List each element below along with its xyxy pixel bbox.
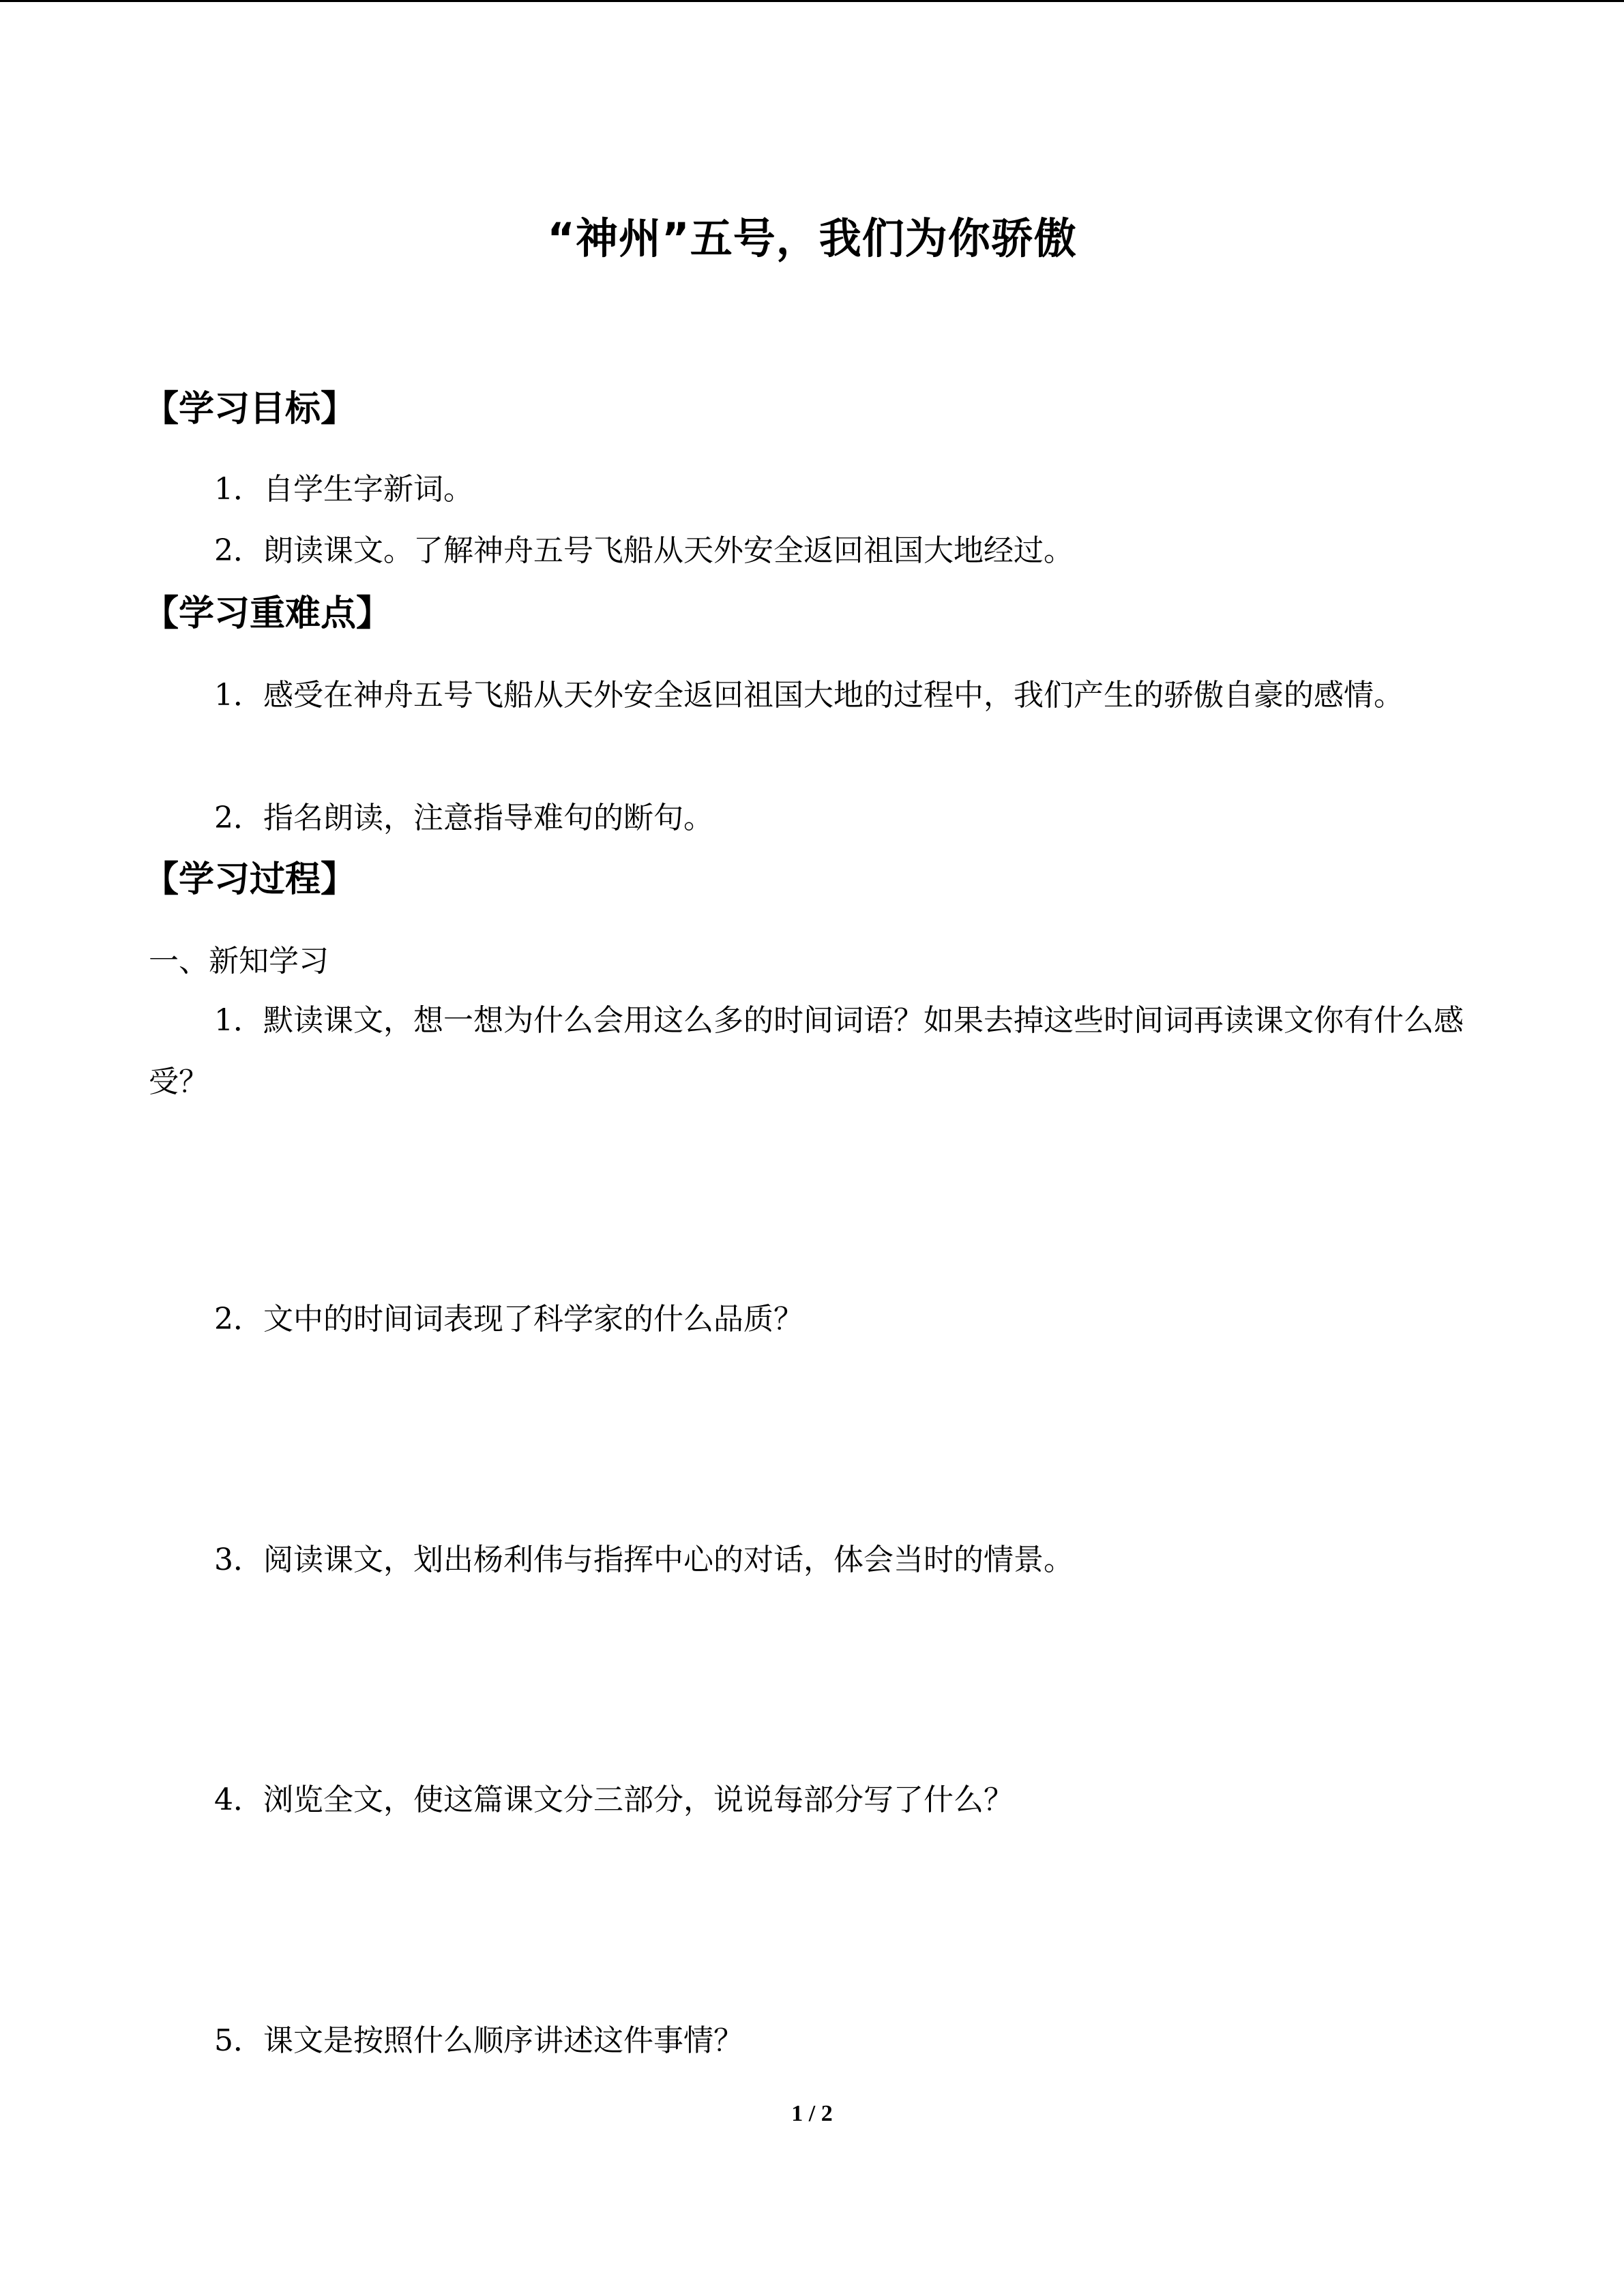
process-question-3: 3．阅读课文，划出杨利伟与指挥中心的对话，体会当时的情景。 [214,1542,1074,1577]
key-point-item-2: 2．指名朗读，注意指导难句的断句。 [214,801,713,835]
page-top-border [0,0,1624,2]
process-question-4: 4．浏览全文，使这篇课文分三部分，说说每部分写了什么？ [214,1783,1014,1817]
section-heading-key-points: 【学习重难点】 [143,593,392,634]
page-number: 1 / 2 [791,2101,833,2126]
process-question-1: 1．默读课文，想一想为什么会用这么多的时间词语？如果去掉这些时间词再读课文你有什么感受？ [149,1003,1464,1099]
objective-item-1: 1．自学生字新词。 [214,472,473,507]
section-heading-objectives: 【学习目标】 [143,389,357,430]
page-title: “神州”五号，我们为你骄傲 [547,213,1077,263]
section-heading-process: 【学习过程】 [143,859,357,900]
key-point-item-1: 1．感受在神舟五号飞船从天外安全返回祖国大地的过程中，我们产生的骄傲自豪的感情。 [214,678,1404,713]
process-subheading: 一、新知学习 [149,944,329,979]
process-question-2: 2．文中的时间词表现了科学家的什么品质？ [214,1302,803,1337]
process-question-5: 5．课文是按照什么顺序讲述这件事情？ [214,2023,743,2058]
objective-item-2: 2．朗读课文。了解神舟五号飞船从天外安全返回祖国大地经过。 [214,533,1074,568]
